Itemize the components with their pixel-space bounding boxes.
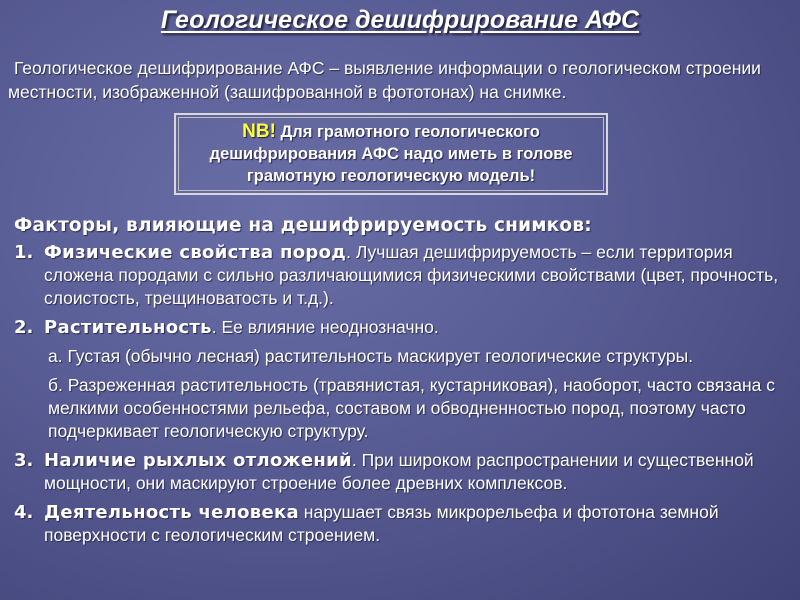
factor-item-2: [14, 316, 790, 339]
nb-callout-text-wrap: [179, 121, 603, 187]
factor-number: 4.: [14, 502, 34, 523]
factor-number: 1.: [14, 242, 34, 263]
factor-description: . Лучшая дешифрируемость – если территория сложена породами с сильно различающимися физическими свойствами (цвет, прочность, слоистость, трещиноватость и т.д.).: [44, 242, 779, 308]
factor-text: [44, 316, 790, 339]
factor-number: 2.: [14, 317, 34, 338]
factor-term: Растительность: [44, 317, 212, 338]
nb-text: Для грамотного геологического дешифрирования АФС надо иметь в голове грамотную геологическую модель!: [209, 123, 573, 185]
factor-item-1: [14, 241, 790, 310]
nb-mark: NB!: [242, 121, 276, 142]
vegetation-subitem-a: а. Густая (обычно лесная) растительность маскирует геологические структуры.: [48, 346, 694, 366]
factor-text: [44, 241, 790, 310]
factor-item-4: [14, 501, 790, 547]
factor-number: 3.: [14, 450, 34, 471]
factors-heading: Факторы, влияющие на дешифрируемость снимков:: [14, 215, 592, 236]
factor-term: Физические свойства пород: [44, 242, 347, 263]
factor-text: [44, 449, 790, 495]
factor-item-3: [14, 449, 790, 495]
slide-title: Геологическое дешифрирование АФС: [160, 6, 640, 34]
nb-callout-inner: [178, 117, 604, 191]
factor-description: . Ее влияние неоднозначно.: [211, 317, 439, 337]
factor-description: нарушает связь микрорельефа и фототона земной поверхности с геологическим строением.: [44, 502, 719, 545]
nb-callout-box: [174, 113, 608, 195]
factor-text: [44, 501, 790, 547]
factor-description: . При широком распространении и существенной мощности, они маскируют строение более древних комплексов.: [44, 450, 754, 493]
factor-term: Деятельность человека: [44, 502, 299, 523]
vegetation-subitem-b: б. Разреженная растительность (травянистая, кустарниковая), наоборот, часто связана с мелкими особенностями рельефа, составом и обводненностью пород, поэтому часто подчеркивает геологическую структуру.: [48, 375, 775, 441]
intro-paragraph: Геологическое дешифрирование АФС – выявление информации о геологическом строении местности, изображенной (зашифрованной в фототонах) на снимке.: [8, 58, 761, 102]
factors-section: [14, 214, 790, 553]
factor-term: Наличие рыхлых отложений: [44, 450, 352, 471]
